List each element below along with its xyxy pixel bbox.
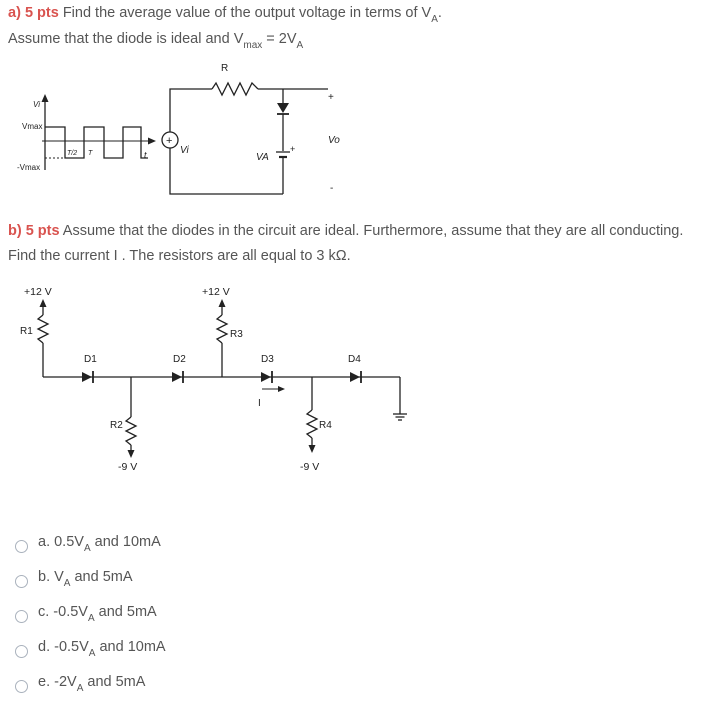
resistor-r2-icon [126,417,136,445]
diode-d4-icon [350,372,360,382]
option-b-sub: A [63,578,71,589]
option-c-text [38,604,157,624]
option-e-pre: e. -2V [38,674,77,690]
d3-label: D3 [261,354,274,365]
option-e[interactable] [15,674,166,709]
option-a-text [38,534,161,554]
circuit-b [20,286,407,473]
option-d[interactable] [15,639,166,674]
time-axis-label: t [144,150,147,160]
question-a-sub2: max [243,40,263,51]
resistor-r-icon [212,83,258,95]
d4-label: D4 [348,354,361,365]
r1-label: R1 [20,326,33,337]
ground-icon [393,414,407,420]
supply-mid-label: +12 V [202,286,230,298]
option-e-post: and 5mA [83,674,146,690]
current-arrow-icon [278,386,285,392]
diode-d1-icon [82,372,92,382]
va-plus: + [290,144,296,154]
option-a-post: and 10mA [90,534,161,550]
option-a-sub: A [83,543,91,554]
option-a-pre: a. 0.5V [38,534,84,550]
option-c-pre: c. -0.5V [38,604,88,620]
option-b-post: and 5mA [70,569,133,585]
neg-vmax-label: -Vmax [17,163,41,172]
diode-d2-icon [172,372,182,382]
question-b-line2: Find the current I . The resistors are all equal to 3 kΩ. [8,248,351,264]
option-c-post: and 5mA [94,604,157,620]
radio-c[interactable] [15,610,28,623]
option-b-text [38,569,133,589]
question-a-label: a) [8,5,21,21]
radio-b[interactable] [15,575,28,588]
option-d-sub: A [88,648,96,659]
source-plus: + [166,135,173,147]
resistor-r-label: R [221,63,229,74]
period-label: T [88,150,93,157]
question-b-points: 5 pts [25,223,60,239]
output-plus: + [328,92,334,103]
vmax-label: Vmax [22,122,43,131]
current-label: I [258,398,261,409]
option-d-pre: d. -0.5V [38,639,89,655]
question-a-text3: = 2V [262,31,297,47]
option-c-sub: A [87,613,95,624]
option-e-text [38,674,146,694]
question-a-end: . [437,5,442,21]
option-e-sub: A [76,683,84,694]
option-d-post: and 10mA [95,639,166,655]
question-a-points: 5 pts [24,5,59,21]
answer-options [15,534,166,709]
vi-axis-label: Vi [33,100,40,109]
r2-label: R2 [110,420,123,431]
question-a-text1: Find the average value of the output voltage in terms of V [62,5,432,21]
resistor-r3-icon [217,315,227,343]
resistor-r1-icon [38,315,48,343]
question-b-label: b) [8,223,22,239]
question-a-text2: Assume that the diode is ideal and V [8,31,244,47]
question-b-text1: Assume that the diodes in the circuit are ideal. Furthermore, assume that they are all conducting. [62,223,684,239]
diode-icon [277,103,289,113]
d1-label: D1 [84,354,97,365]
option-a[interactable] [15,534,166,569]
va-label: VA [256,152,269,163]
diode-d3-icon [261,372,271,382]
option-b[interactable] [15,569,166,604]
option-d-text [38,639,166,659]
output-minus: - [330,183,334,194]
resistor-r4-icon [307,410,317,438]
supply-r2-label: -9 V [118,461,138,473]
r3-label: R3 [230,329,243,340]
radio-d[interactable] [15,645,28,658]
radio-e[interactable] [15,680,28,693]
supply-r4-label: -9 V [300,461,320,473]
radio-a[interactable] [15,540,28,553]
question-a-sub1: A [431,14,438,25]
source-label: Vi [180,145,189,156]
input-waveform [17,94,156,172]
d2-label: D2 [173,354,186,365]
option-c[interactable] [15,604,166,639]
output-label: Vo [328,135,340,146]
half-period-label: T/2 [67,150,78,157]
r4-label: R4 [319,420,332,431]
question-a-sub3: A [296,40,304,51]
option-b-pre: b. V [38,569,64,585]
supply-left-label: +12 V [24,286,52,298]
